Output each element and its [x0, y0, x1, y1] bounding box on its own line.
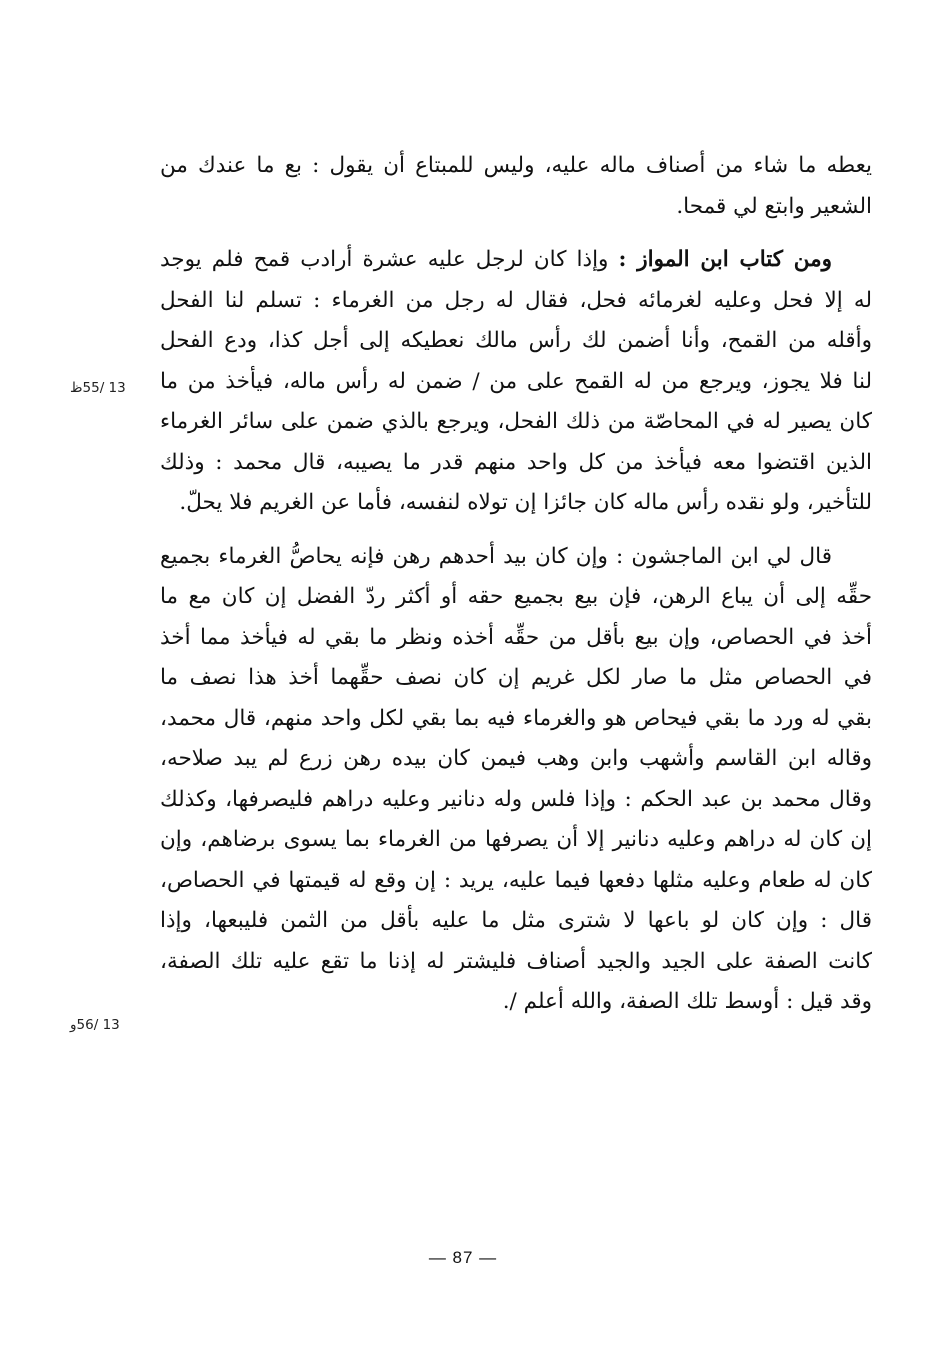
text-line: له إلا فحل وعليه لغرمائه فحل، فقال له رجل من الغرماء : تسلم لنا الفحل — [160, 287, 872, 313]
text-line: وقاله ابن القاسم وأشهب وابن وهب فيمن كان بيده رهن زرع لم يبد صلاحه، — [160, 746, 872, 771]
text-line: وقال محمد بن عبد الحكم : وإذا فلس وله دنانير وعليه دراهم فليصرفها، وكذلك — [160, 786, 872, 812]
page-number: — 87 — — [428, 1248, 498, 1267]
paragraph-3 — [160, 537, 872, 1023]
text-line: كانت الصفة على الجيد والجيد أصناف فليشتر له إذنا ما تقع عليه تلك الصفة، — [160, 948, 872, 974]
text-line: قال : وإن كان لو باعها لا شترى مثل ما عليه بأقل من الثمن فليبعها، وإذا — [160, 908, 872, 933]
text-line: وأقله من القمح، وأنا أضمن لك رأس مالك نعطيكه إلى أجل كذا، ودع الفحل — [160, 328, 872, 353]
text-line: الشعير وابتع لي قمحا. — [676, 193, 872, 219]
text-line: إن كان له دراهم وعليه دنانير إلا أن يصرفها من الغرماء بما يسوى برضاهم، وإن — [160, 827, 872, 852]
text-line: في الحصاص مثل ما صار لكل غريم إن كان نصف حقِّهما أخذ هذا نصف ما — [160, 665, 872, 690]
text-line: كان له طعام وعليه مثلها دفعها فيما عليه، يريد : إن وقع له قيمتها في الحصاص، — [160, 867, 872, 893]
margin-note-folio-55: 13 /55ظ — [70, 380, 126, 396]
text-line: يعطه ما شاء من أصناف ماله عليه، وليس للمبتاع أن يقول : بع ما عندك من — [160, 153, 872, 178]
text-line: لنا فلا يجوز، ويرجع من له القمح على من / ضمن له رأس ماله، فيأخذ من ما — [160, 368, 872, 394]
page-text — [160, 146, 872, 1036]
source-title: ومن كتاب ابن المواز : — [618, 247, 832, 272]
text-line: حقِّه إلى أن يباع الرهن، فإن بيع بجميع حقه أو أكثر ردّ الفضل إن كان مع ما — [160, 584, 872, 609]
text-line: وقد قيل : أوسط تلك الصفة، والله أعلم /. — [502, 989, 872, 1014]
text-line: كان يصير له في المحاصّة من ذلك الفحل، ويرجع بالذي ضمن على سائر الغرماء — [160, 409, 872, 434]
paragraph-2 — [160, 240, 872, 524]
text-line — [160, 240, 872, 281]
text-fragment: وإذا كان لرجل عليه عشرة أرادب قمح فلم يوجد — [160, 247, 619, 272]
text-line: أخذ في الحصاص، وإن بيع بأقل من حقِّه أخذه ونظر ما بقي له فيأخذ مما أخذ — [160, 624, 872, 650]
margin-note-folio-56: 13 /56و — [70, 1017, 120, 1033]
paragraph-1 — [160, 146, 872, 227]
text-line: الذين اقتضوا معه فيأخذ من كل واحد منهم قدر ما يصيبه، قال محمد : وذلك — [160, 449, 872, 475]
text-line: قال لي ابن الماجشون : وإن كان بيد أحدهم رهن فإنه يحاصُّ الغرماء بجميع — [160, 543, 832, 569]
text-line: للتأخير، ولو نقده رأس ماله كان جائزا إن تولاه لنفسه، فأما عن الغريم فلا يحلّ. — [179, 490, 872, 515]
text-line: بقي له ورد ما بقي فيحاص هو والغرماء فيه بما بقي لكل واحد منهم، قال محمد، — [160, 705, 872, 731]
